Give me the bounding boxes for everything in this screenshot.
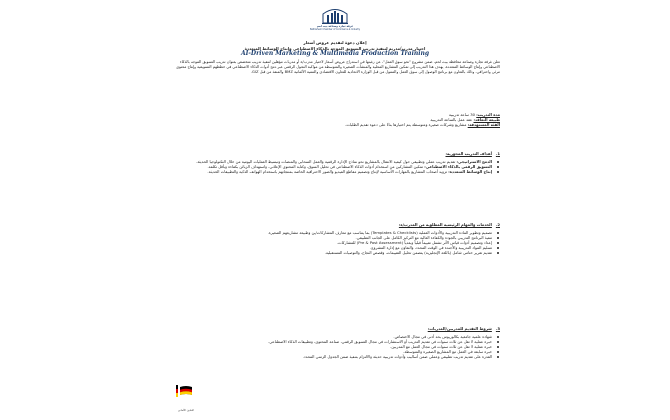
item-text: خبرة عملية لا تقل عن ثلاث سنوات في تقديم التدريب أو الاستشارات في مجال التسويق الرقمي، صناعة المحتوى، وتطبيقات الذكاء الاصطناعي. xyxy=(268,339,492,344)
partner-text: التعاون الألماني xyxy=(178,409,194,412)
section-number: 3. xyxy=(495,326,500,331)
section-title xyxy=(175,222,500,228)
section-number: 2. xyxy=(495,222,500,227)
german-cooperation-logo xyxy=(172,383,200,415)
item-text: تقديم تدريب عملي وتطبيقي حول كيفية الانتقال بالمشاريع نحو نماذج الإدارة الرقمية والعمل السحابي والمنصات وتبسيط العمليات اليومية من خلال التكنولوجيا الحديثة. xyxy=(196,159,456,164)
item-text: تقديم تقرير ختامي شامل (باللغة الإنجليزية) يتضمن تحليل التقييمات، وقصص النجاح، والتوصيات المستقبلية. xyxy=(324,250,492,255)
nature-label: طبيعة التعاقد: xyxy=(473,117,500,122)
section-title-text: أهداف التدريب المحورية: xyxy=(445,151,492,156)
target-row xyxy=(175,122,500,127)
section-services xyxy=(175,222,500,255)
list-item xyxy=(175,354,492,359)
training-title-en: AI-Driven Marketing & Multimedia Production Training xyxy=(240,50,430,57)
intro-paragraph: تعلن غرفة تجارة وصناعة محافظة بيت لحم، ضمن مشروع "نحو سوق العمل"، عن رغبتها في استدراج عروض أسعار لاختيار مدرب/ة أو مدربات مؤهلين لتنفيذ تدريب متخصص بعنوان تدريب التسويق الموجه بالذكاء الاصطناعي وإنتاج الوسائط المتعددة، يهدف هذا التدريب إلى تمكين المشاريع المحلية والمنشآت الصغيرة والمتوسطة من مواكبة التحول الرقمي عبر دمج أدوات الذكاء الاصطناعي في خططهم التسويقية وإنتاج محتوى مرئي واحترافي، وذلك بالتعاون مع برنامج الوصول إلى سوق العمل والممول من قبل الوزارة الاتحادية للتعاون الاقتصادي والتنمية الألمانية BMZ والمنفذ من قبل GIZ. xyxy=(176,60,500,74)
list-item xyxy=(175,169,492,174)
logo-text-en: Bethlehem Chamber of Commerce & Industry xyxy=(309,28,361,31)
objectives-list xyxy=(175,159,500,174)
target-value: مشاريع وشركات صغيرة ومتوسطة يتم اختيارها بناءً على دعوة تقديم الطلبات. xyxy=(345,122,467,127)
item-text: تنفيذ البرنامج التدريبي بالجودة والكفاءة العالية مع التركيز الكامل على الجانب التطبيقي. xyxy=(355,235,492,240)
item-text: إعداد وتصميم أدوات قياس الأثر تشمل تقييماً قبلياً وبعدياً (Pre & Post Assessment) للمشاركات. xyxy=(336,240,492,245)
chamber-logo xyxy=(302,5,368,35)
section-requirements xyxy=(175,326,500,359)
section-objectives xyxy=(175,151,500,174)
announcement-subtitle: اختيار مدرب/مدربة لتنفيذ تدريب التسويق الموجه بالذكاء الاصطناعي وإنتاج الوسائط المتعددة xyxy=(244,46,426,51)
item-lead: إنتاج الوسائط المتعددة: xyxy=(448,169,492,174)
item-text: تمكين المشاركين من استخدام أدوات الذكاء الاصطناعي في تحليل السوق، وكتابة المحتوى الإعلاني، واستهداف الزبائن بكفاءة وبأقل تكلفة. xyxy=(207,164,423,169)
item-text: تزويد أصحاب المشاريع بالمهارات الأساسية لإنتاج وتصميم مقاطع الفيديو والصور الاحترافية الخاصة بمنتجاتهم باستخدام الهواتف الذكية والتطبيقات الحديثة. xyxy=(207,169,448,174)
item-text: القدرة على تقديم تدريب تطبيقي وعملي ضمن أساليب وأدوات تدريبية حديثة والالتزام بتنفيذ ضمن الجدول الزمني المحدد. xyxy=(302,354,492,359)
section-title xyxy=(175,326,500,332)
item-text: خبرة سابقة في العمل مع المشاريع الصغيرة والمتوسطة. xyxy=(403,349,492,354)
logo-text-ar: غرفة تجارة وصناعة بيت لحم xyxy=(316,25,354,28)
training-meta xyxy=(175,112,500,127)
nature-value: عقد عمل بالساعة التدريبية xyxy=(430,117,473,122)
target-label: الفئة المستهدفة: xyxy=(467,122,500,127)
document-page xyxy=(170,0,500,420)
chamber-emblem-icon xyxy=(320,5,350,25)
item-lead: التسويق الرقمي بالذكاء الاصطناعي: xyxy=(424,164,492,169)
list-item xyxy=(175,250,492,255)
duration-value: 30 ساعة تدريبية xyxy=(448,112,476,117)
requirements-list xyxy=(175,334,500,359)
section-title-text: شروط التقديم للمدربين/المدربات: xyxy=(427,326,492,331)
item-text: تسليم المواد التدريبية والأجندة في الوقت المحدد، والتعاون مع إدارة المشروع. xyxy=(370,245,492,250)
section-number: 1. xyxy=(495,151,500,156)
section-title xyxy=(175,151,500,157)
services-list xyxy=(175,230,500,255)
item-lead: الدمج الاستراتيجي: xyxy=(456,159,492,164)
item-text: تصميم وتطوير المادة التدريبية والأدوات العملية (Templates & Checklists) بما يتناسب مع معارف المشاركات/ين وطبيعة مشاريعهم الصغيرة. xyxy=(267,230,492,235)
german-flag-icon xyxy=(172,383,200,405)
item-text: شهادة علمية جامعية بكالوريوس بحد أدنى في مجال الاختصاص. xyxy=(393,334,492,339)
section-title-text: الخدمات والمهام الرئيسية المطلوبة من المدرب/ة: xyxy=(398,222,492,227)
item-text: خبرة عملية لا تقل عن ثلاث سنوات في مجال العمل مع المدربين. xyxy=(390,344,492,349)
announcement-title: إعلان دعوة لتقديم عروض أسعار xyxy=(303,40,367,45)
duration-label: مدة التدريب: xyxy=(476,112,500,117)
